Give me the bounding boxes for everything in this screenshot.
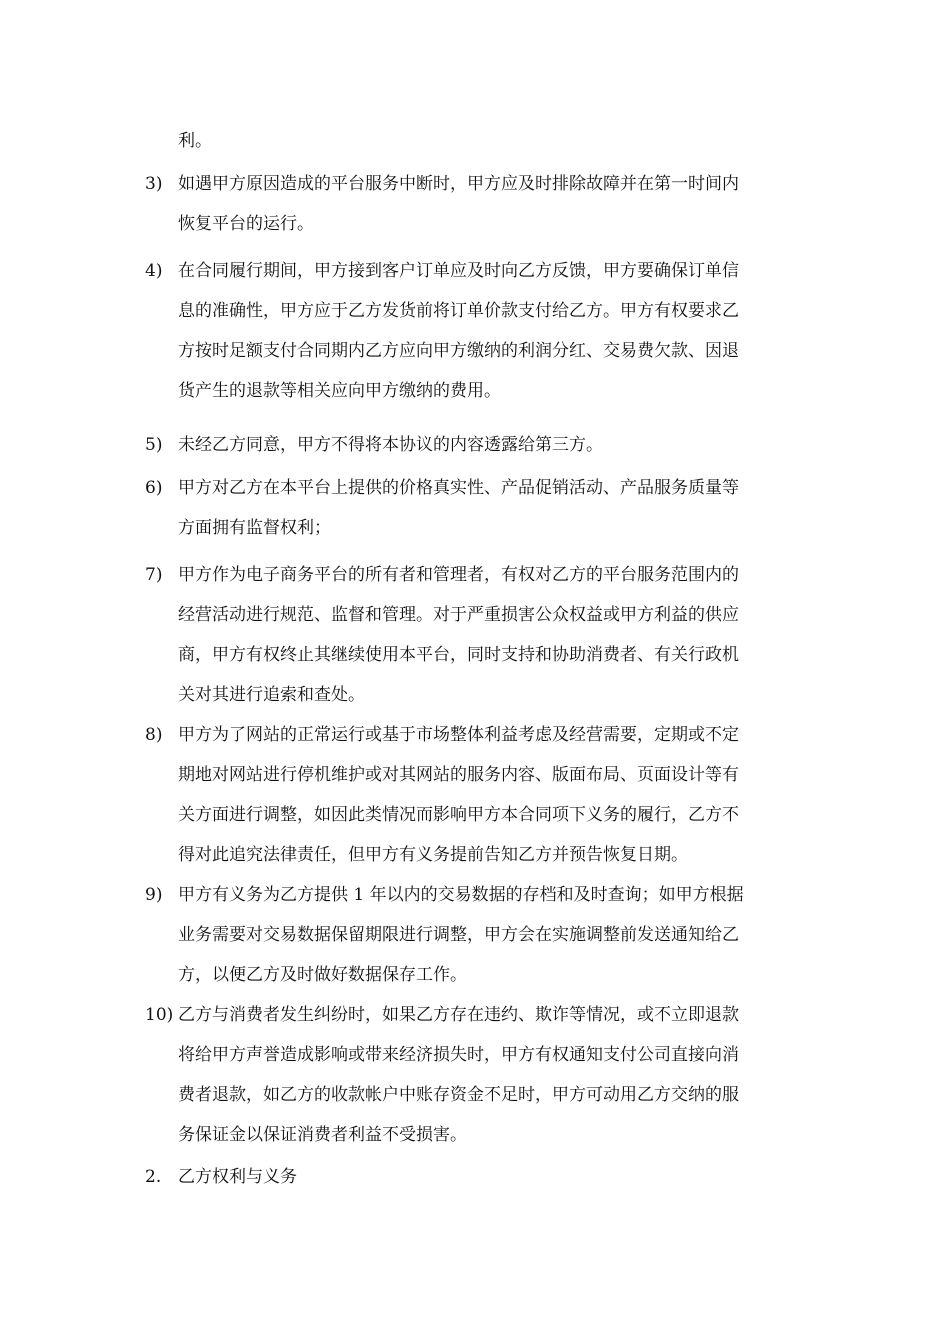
list-item-text [178,164,818,244]
text-line: 方按时足额支付合同期内乙方应向甲方缴纳的利润分红、交易费欠款、因退 [178,341,739,361]
text-line: 甲方对乙方在本平台上提供的价格真实性、产品促销活动、产品服务质量等 [178,478,739,498]
text-line: 甲方为了网站的正常运行或基于市场整体利益考虑及经营需要，定期或不定 [178,725,739,745]
list-item-text [178,995,818,1155]
text-line: 得对此追究法律责任，但甲方有义务提前告知乙方并预告恢复日期。 [178,845,688,865]
section-title: 乙方权利与义务 [178,1167,297,1187]
text-line: 方，以便乙方及时做好数据保存工作。 [178,965,467,985]
list-item-number: 7) [145,565,163,585]
list-item-number: 9) [145,885,163,905]
list-item-number: 5) [145,435,163,455]
text-line: 务保证金以保证消费者利益不受损害。 [178,1125,467,1145]
section-number: 2. [145,1167,162,1187]
text-line: 商，甲方有权终止其继续使用本平台，同时支持和协助消费者、有关行政机 [178,645,739,665]
list-item-number: 4) [145,261,163,281]
text-line: 甲方作为电子商务平台的所有者和管理者，有权对乙方的平台服务范围内的 [178,565,739,585]
text-line: 期地对网站进行停机维护或对其网站的服务内容、版面布局、页面设计等有 [178,765,739,785]
text-line: 经营活动进行规范、监督和管理。对于严重损害公众权益或甲方利益的供应 [178,605,739,625]
text-line: 货产生的退款等相关应向甲方缴纳的费用。 [178,381,501,401]
list-item-number: 3) [145,174,163,194]
text-line: 业务需要对交易数据保留期限进行调整，甲方会在实施调整前发送通知给乙 [178,925,739,945]
list-item-text [178,715,818,875]
list-item-text [178,555,818,715]
list-item-number: 8) [145,725,163,745]
continuation-text: 利。 [178,131,212,151]
text-line: 恢复平台的运行。 [178,214,314,234]
text-line: 方面拥有监督权利； [178,518,331,538]
list-item-text [178,468,818,548]
text-line: 费者退款，如乙方的收款帐户中账存资金不足时，甲方可动用乙方交纳的服 [178,1085,739,1105]
text-line: 关对其进行追索和查处。 [178,685,365,705]
section-heading [145,1157,297,1197]
text-line: 将给甲方声誉造成影响或带来经济损失时，甲方有权通知支付公司直接向消 [178,1045,739,1065]
list-item-number: 6) [145,478,163,498]
list-item-number: 10) [145,1005,174,1025]
text-line: 甲方有义务为乙方提供 1 年以内的交易数据的存档和及时查询；如甲方根据 [178,885,744,905]
list-item-text [178,875,818,995]
text-line: 未经乙方同意，甲方不得将本协议的内容透露给第三方。 [178,435,603,455]
list-item-text [178,425,818,465]
list-item-text [178,251,818,411]
text-line: 如遇甲方原因造成的平台服务中断时，甲方应及时排除故障并在第一时间内 [178,174,739,194]
text-line: 乙方与消费者发生纠纷时，如果乙方存在违约、欺诈等情况，或不立即退款 [178,1005,739,1025]
text-line: 关方面进行调整，如因此类情况而影响甲方本合同项下义务的履行，乙方不 [178,805,739,825]
text-line: 息的准确性，甲方应于乙方发货前将订单价款支付给乙方。甲方有权要求乙 [178,301,739,321]
text-line: 在合同履行期间，甲方接到客户订单应及时向乙方反馈，甲方要确保订单信 [178,261,739,281]
